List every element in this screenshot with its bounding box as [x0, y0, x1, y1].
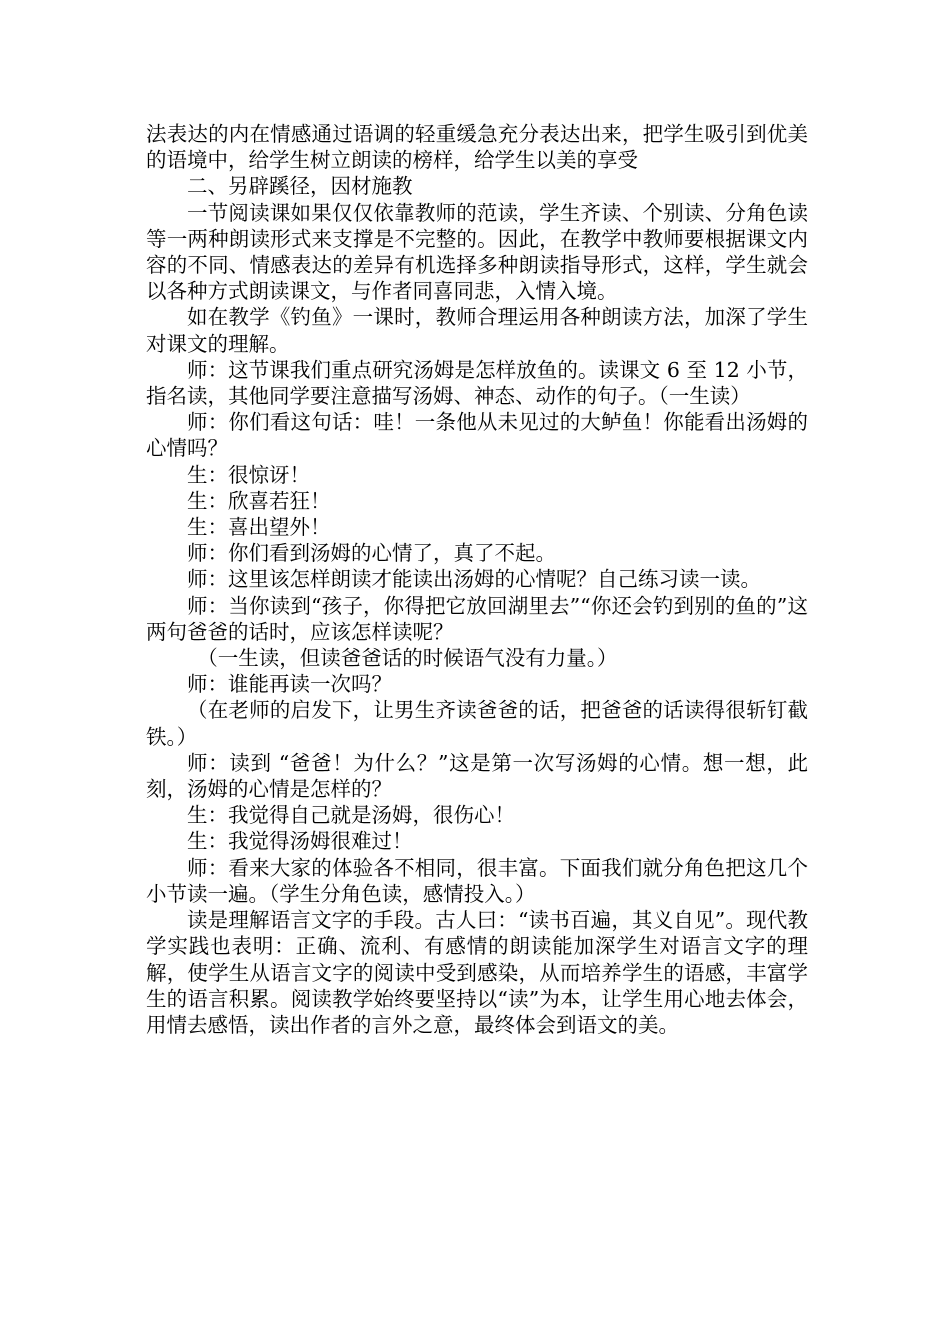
dialogue-line: 师：看来大家的体验各不相同，很丰富。下面我们就分角色把这几个小节读一遍。（学生分角色读，感情投入。）: [146, 855, 808, 906]
dialogue-line: 生：我觉得汤姆很难过！: [187, 829, 413, 854]
dialogue-line: 生：喜出望外！: [187, 515, 331, 540]
dialogue-line: 师：这里该怎样朗读才能读出汤姆的心情呢？自己练习读一读。: [187, 567, 761, 592]
dialogue-line: 生：我觉得自己就是汤姆，很伤心！: [187, 803, 515, 828]
dialogue-line: 生：欣喜若狂！: [187, 488, 331, 513]
dialogue-line: 师：当你读到“孩子，你得把它放回湖里去”“你还会钓到别的鱼的”这两句爸爸的话时，应该怎样读呢？: [146, 593, 808, 644]
section-heading: 二、另辟蹊径，因材施教: [187, 174, 413, 199]
paragraph: 如在教学《钓鱼》一课时，教师合理运用各种朗读方法，加深了学生对课文的理解。: [146, 305, 808, 356]
dialogue-line: 师：这节课我们重点研究汤姆是怎样放鱼的。读课文 6 至 12 小节，指名读，其他同学要注意描写汤姆、神态、动作的句子。（一生读）: [146, 357, 808, 409]
document-body: [146, 121, 808, 1038]
stage-note: （在老师的启发下，让男生齐读爸爸的话，把爸爸的话读得很斩钉截铁。）: [146, 698, 808, 749]
paragraph: 法表达的内在情感通过语调的轻重缓急充分表达出来，把学生吸引到优美的语境中，给学生树立朗读的榜样，给学生以美的享受: [146, 122, 808, 173]
dialogue-line: 师：谁能再读一次吗？: [187, 672, 392, 697]
dialogue-line: 师：读到 “爸爸！为什么？”这是第一次写汤姆的心情。想一想，此刻，汤姆的心情是怎样的？: [146, 750, 808, 802]
dialogue-line: 师：你们看这句话：哇！一条他从未见过的大鲈鱼！你能看出汤姆的心情吗？: [146, 410, 808, 461]
dialogue-line: 师：你们看到汤姆的心情了，真了不起。: [187, 541, 556, 566]
dialogue-line: 生：很惊讶！: [187, 462, 310, 487]
paragraph: 读是理解语言文字的手段。古人曰：“读书百遍，其义自见”。现代教学实践也表明：正确、流利、有感情的朗读能加深学生对语言文字的理解，使学生从语言文字的阅读中受到感染，从而培养学生的语感，丰富学生的语言积累。阅读教学始终要坚持以“读”为本，让学生用心地去体会，用情去感悟，读出作者的言外之意，最终体会到语文的美。: [146, 908, 808, 1037]
stage-note: （一生读，但读爸爸话的时候语气没有力量。）: [197, 646, 618, 671]
paragraph: 一节阅读课如果仅仅依靠教师的范读，学生齐读、个别读、分角色读等一两种朗读形式来支撑是不完整的。因此，在教学中教师要根据课文内容的不同、情感表达的差异有机选择多种朗读指导形式，这样，学生就会以各种方式朗读课文，与作者同喜同悲，入情入境。: [146, 200, 808, 304]
